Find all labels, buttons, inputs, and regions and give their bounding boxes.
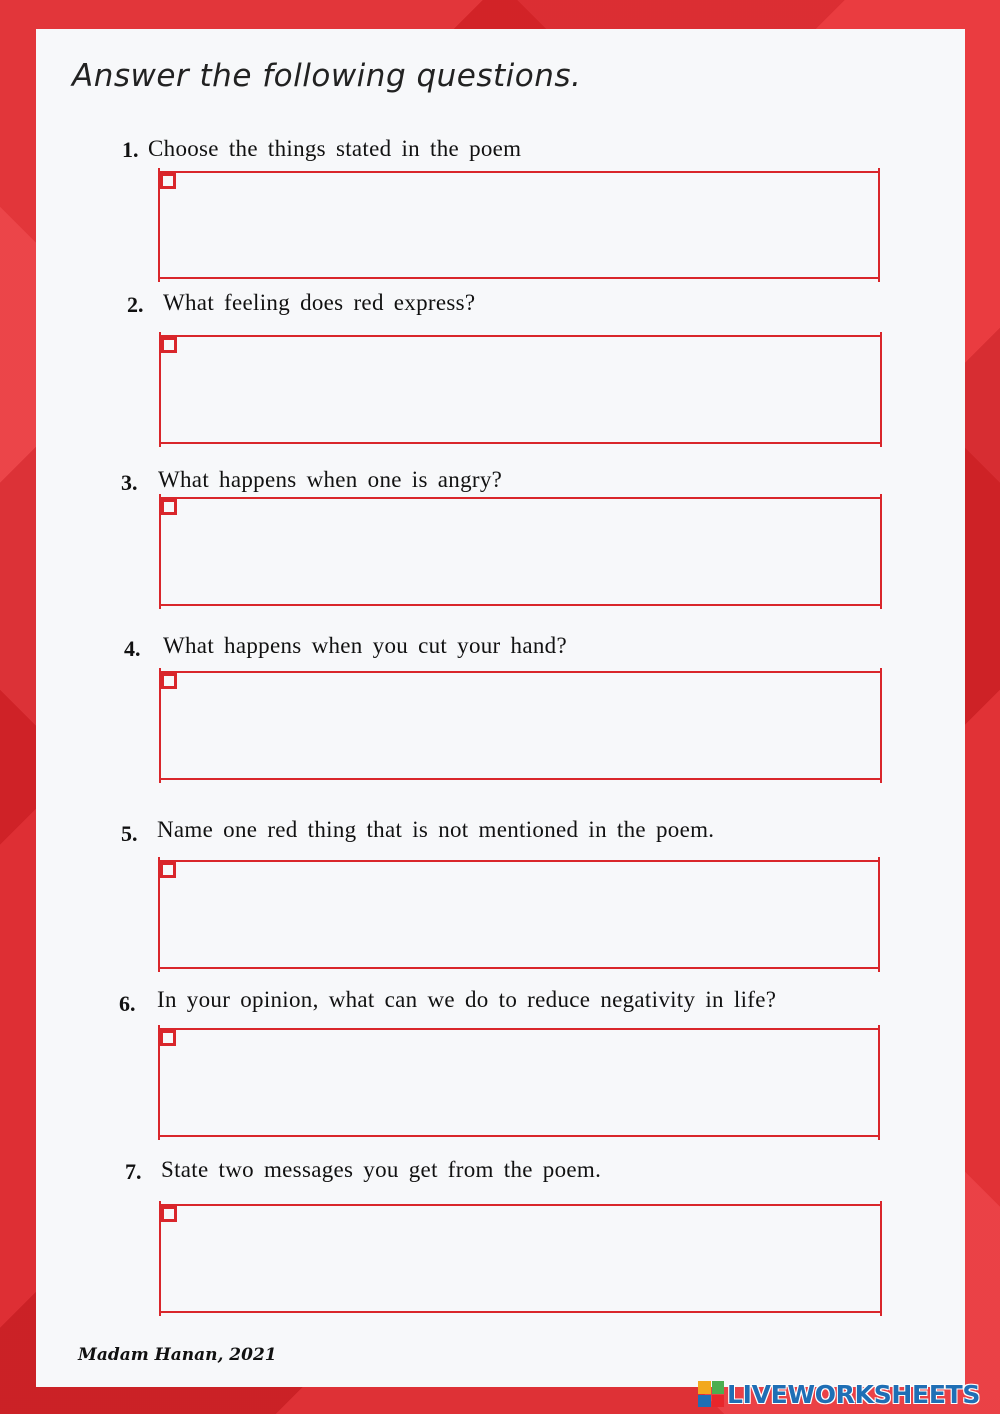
box-corner-tick (880, 439, 882, 447)
question-3-text: What happens when one is angry? (158, 467, 503, 492)
box-corner-tick (158, 274, 160, 282)
question-2-text: What feeling does red express? (163, 290, 476, 315)
liveworksheets-logo[interactable] (698, 1380, 980, 1408)
box-corner-tick (159, 332, 161, 340)
box-corner-tick (159, 494, 161, 502)
author-credit: Madam Hanan, 2021 (78, 1345, 277, 1365)
question-3-number: 3. (121, 470, 138, 495)
question-4-text: What happens when you cut your hand? (163, 633, 567, 658)
answer-box-2[interactable] (159, 335, 882, 444)
answer-box-7[interactable] (159, 1204, 882, 1313)
answer-box-3[interactable] (159, 497, 882, 606)
liveworksheets-wordmark: LIVEWORKSHEETS (727, 1379, 981, 1409)
question-7-text: State two messages you get from the poem. (161, 1157, 602, 1182)
box-corner-tick (159, 668, 161, 676)
question-2-number: 2. (127, 292, 144, 317)
question-4-number: 4. (124, 636, 141, 661)
box-corner-tick (880, 775, 882, 783)
box-corner-tick (158, 168, 160, 176)
box-corner-tick (880, 601, 882, 609)
box-corner-tick (880, 668, 882, 676)
box-corner-tick (880, 1308, 882, 1316)
box-corner-tick (158, 1025, 160, 1033)
question-6-number: 6. (119, 991, 136, 1016)
page-title: Answer the following questions. (72, 58, 582, 94)
box-corner-tick (159, 439, 161, 447)
box-corner-tick (878, 857, 880, 865)
box-corner-tick (880, 1201, 882, 1209)
box-corner-tick (878, 1025, 880, 1033)
box-corner-tick (880, 332, 882, 340)
question-5-text: Name one red thing that is not mentioned in the poem. (157, 817, 715, 842)
question-7-number: 7. (125, 1159, 142, 1184)
box-corner-tick (159, 1308, 161, 1316)
question-5-number: 5. (121, 821, 138, 846)
box-corner-tick (880, 494, 882, 502)
question-1-text: Choose the things stated in the poem (148, 136, 522, 161)
box-corner-tick (878, 964, 880, 972)
answer-box-5[interactable] (158, 860, 880, 969)
answer-box-4[interactable] (159, 671, 882, 780)
question-1-number: 1. (122, 137, 139, 162)
box-corner-tick (158, 1132, 160, 1140)
box-corner-tick (159, 601, 161, 609)
box-corner-tick (159, 1201, 161, 1209)
box-corner-tick (878, 1132, 880, 1140)
box-corner-tick (159, 775, 161, 783)
box-corner-tick (878, 168, 880, 176)
box-corner-tick (878, 274, 880, 282)
box-corner-tick (158, 964, 160, 972)
answer-box-6[interactable] (158, 1028, 880, 1137)
question-6-text: In your opinion, what can we do to reduce negativity in life? (157, 987, 777, 1012)
answer-box-1[interactable] (158, 171, 880, 279)
box-corner-tick (158, 857, 160, 865)
liveworksheets-icon (698, 1381, 724, 1407)
